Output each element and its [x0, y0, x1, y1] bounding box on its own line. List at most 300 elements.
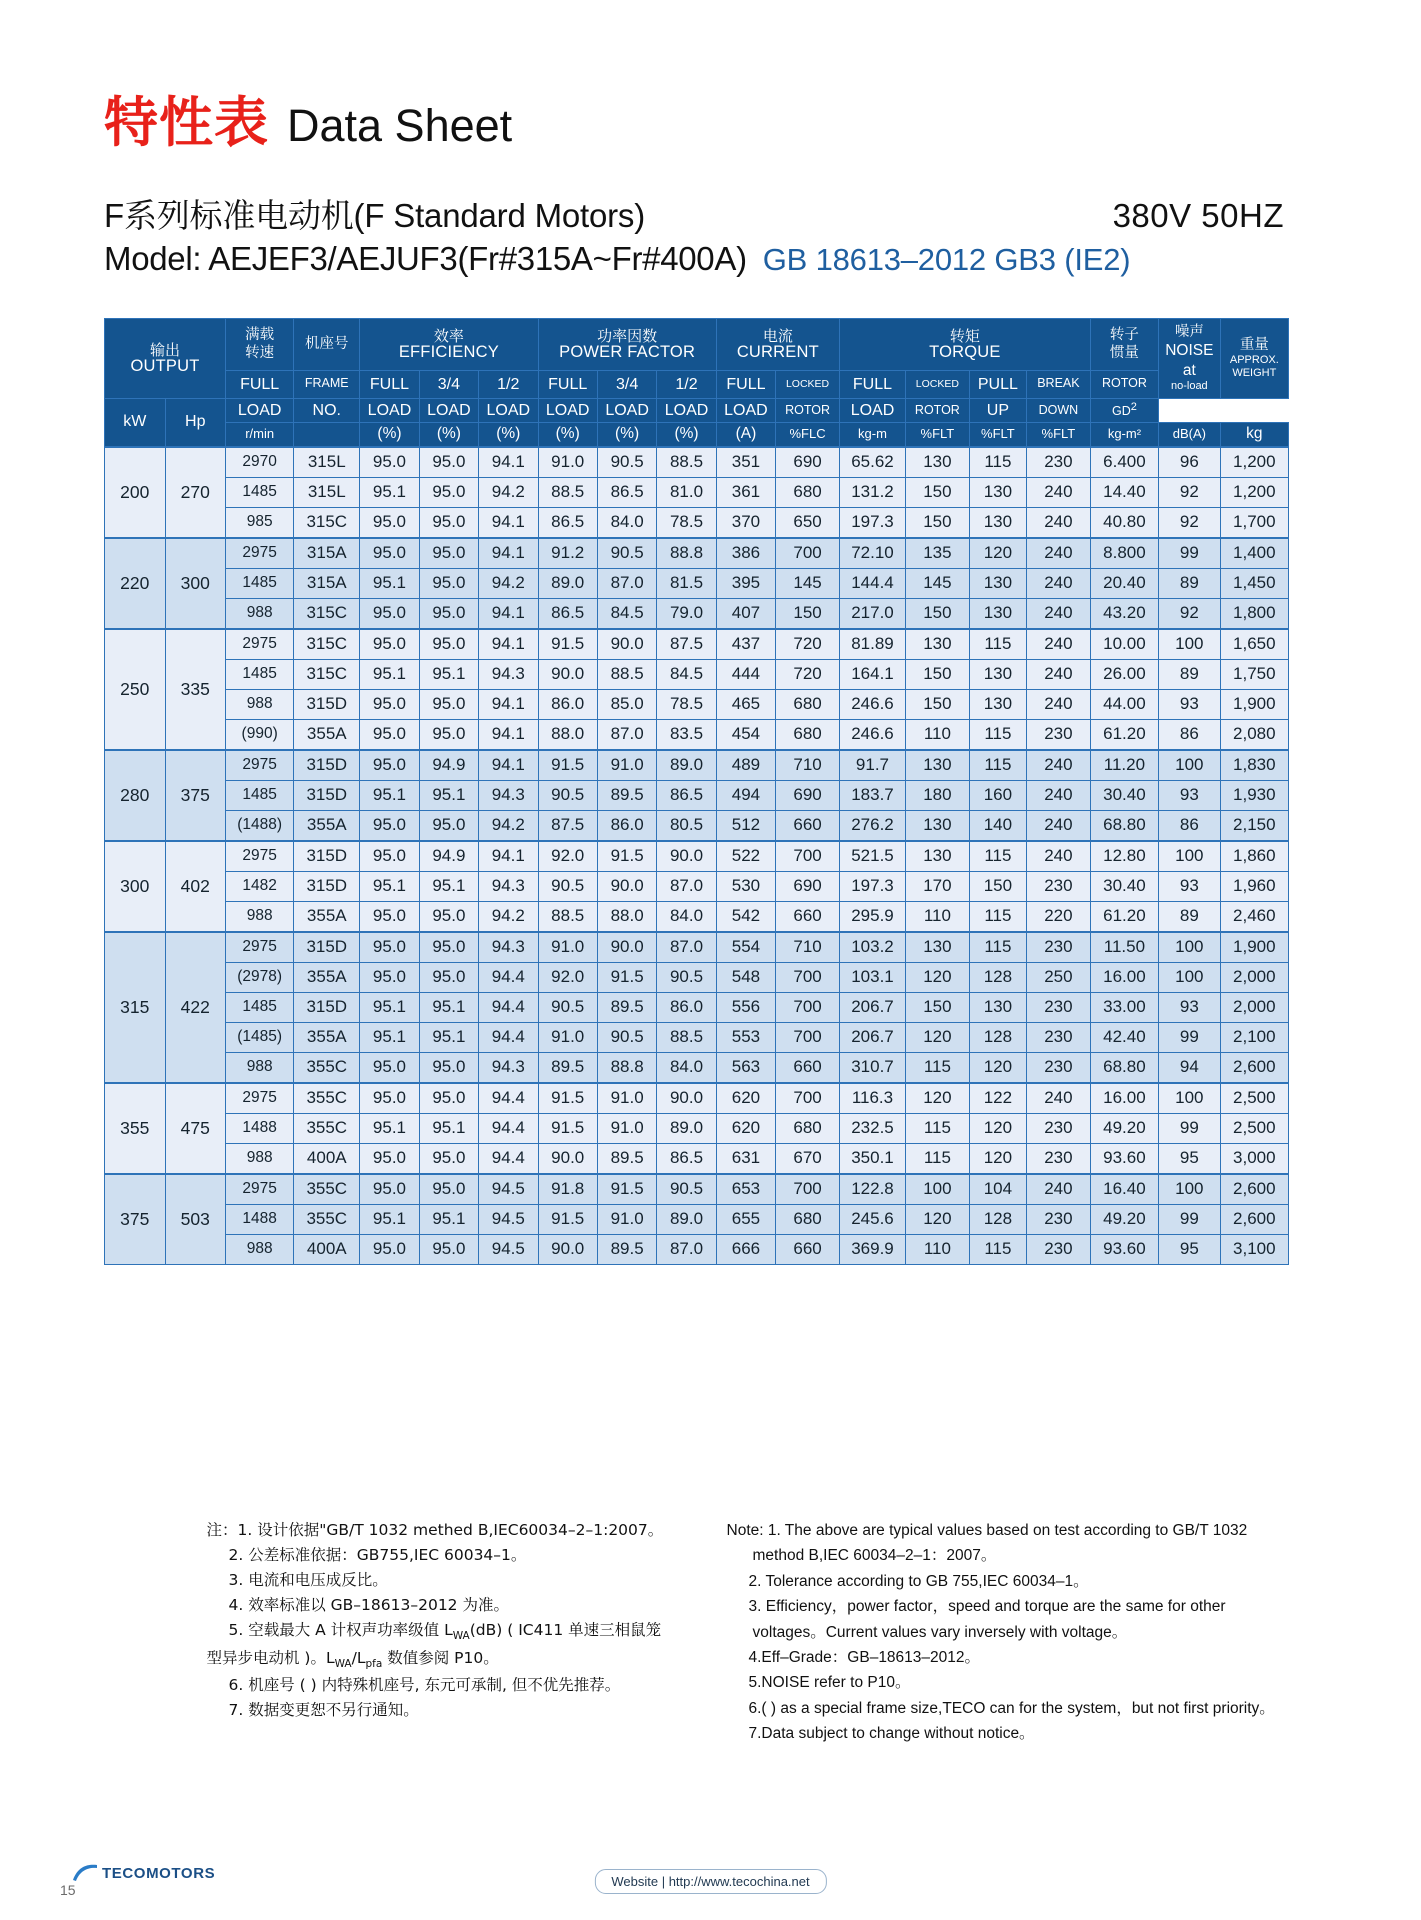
cell-gd2: 68.80	[1090, 1052, 1158, 1083]
cell-pf-full: 91.5	[538, 629, 597, 660]
cell-eff-full: 95.0	[360, 1052, 419, 1083]
cell-trq-locked: 120	[905, 1022, 969, 1052]
cell-cur-full: 437	[716, 629, 775, 660]
unit-torque-flt-2: %FLT	[969, 422, 1026, 446]
cell-eff-34: 95.0	[419, 1174, 478, 1205]
cell-trq-pull: 128	[969, 1204, 1026, 1234]
cell-pf-12: 90.0	[657, 1083, 716, 1114]
cell-cur-locked: 700	[776, 1083, 840, 1114]
header-weight: 重量 APPROX. WEIGHT	[1220, 319, 1288, 399]
cell-pf-12: 88.8	[657, 538, 716, 569]
cell-trq-locked: 150	[905, 598, 969, 629]
cell-trq-pull: 115	[969, 719, 1026, 750]
cell-rpm: 2975	[226, 1083, 294, 1114]
table-row	[105, 1052, 1289, 1083]
cell-eff-34: 95.0	[419, 507, 478, 538]
cell-eff-34: 95.0	[419, 1083, 478, 1114]
cell-weight: 2,500	[1220, 1113, 1288, 1143]
cell-cur-locked: 700	[776, 992, 840, 1022]
cell-noise: 95	[1159, 1143, 1221, 1174]
cell-eff-34: 95.0	[419, 447, 478, 478]
cell-pf-12: 86.5	[657, 780, 716, 810]
notes-english	[727, 1518, 1307, 1747]
title-english: Data Sheet	[287, 100, 513, 151]
cell-frame: 355C	[294, 1052, 360, 1083]
cell-eff-34: 95.0	[419, 568, 478, 598]
cell-trq-break: 230	[1027, 1022, 1091, 1052]
cell-noise: 96	[1159, 447, 1221, 478]
cell-pf-full: 86.0	[538, 689, 597, 719]
cell-noise: 89	[1159, 901, 1221, 932]
cell-rpm: 988	[226, 1234, 294, 1264]
cell-trq-full: 310.7	[839, 1052, 905, 1083]
cell-trq-locked: 120	[905, 1204, 969, 1234]
table-row	[105, 477, 1289, 507]
cell-output-kw: 220	[105, 538, 166, 629]
cell-output-kw: 280	[105, 750, 166, 841]
cell-pf-12: 78.5	[657, 507, 716, 538]
cell-cur-full: 512	[716, 810, 775, 841]
table-row	[105, 507, 1289, 538]
note-cn-8: 7. 数据变更恕不另行通知。	[228, 1700, 419, 1719]
cell-trq-full: 232.5	[839, 1113, 905, 1143]
cell-pf-34: 91.0	[597, 750, 656, 781]
unit-noise-db: dB(A)	[1159, 422, 1221, 446]
cell-eff-34: 95.0	[419, 689, 478, 719]
cell-trq-locked: 150	[905, 477, 969, 507]
cell-pf-12: 89.0	[657, 750, 716, 781]
subheader-cur-load: LOAD	[716, 398, 775, 422]
cell-pf-12: 87.0	[657, 932, 716, 963]
header-power-factor: 功率因数 POWER FACTOR	[538, 319, 716, 371]
cell-trq-full: 217.0	[839, 598, 905, 629]
cell-trq-locked: 130	[905, 932, 969, 963]
cell-noise: 86	[1159, 719, 1221, 750]
header-noise: 噪声 NOISE at no-load	[1159, 319, 1221, 399]
cell-trq-break: 220	[1027, 901, 1091, 932]
table-row	[105, 1234, 1289, 1264]
cell-pf-12: 90.5	[657, 1174, 716, 1205]
subheader-pf-load-3: LOAD	[657, 398, 716, 422]
cell-trq-pull: 130	[969, 477, 1026, 507]
cell-eff-12: 94.1	[479, 689, 538, 719]
cell-frame: 355C	[294, 1204, 360, 1234]
cell-eff-full: 95.0	[360, 932, 419, 963]
note-cn-4: 4. 效率标准以 GB–18613–2012 为准。	[228, 1596, 509, 1615]
note-en-4: 3. Efficiency，power factor，speed and torque are the same for other	[748, 1598, 1226, 1616]
cell-eff-12: 94.5	[479, 1204, 538, 1234]
cell-pf-34: 91.5	[597, 962, 656, 992]
cell-noise: 100	[1159, 629, 1221, 660]
cell-eff-12: 94.4	[479, 1143, 538, 1174]
cell-rpm: 988	[226, 1143, 294, 1174]
cell-gd2: 30.40	[1090, 871, 1158, 901]
unit-eff-3: (%)	[479, 422, 538, 446]
cell-gd2: 26.00	[1090, 659, 1158, 689]
cell-cur-locked: 720	[776, 629, 840, 660]
cell-trq-locked: 130	[905, 447, 969, 478]
cell-pf-12: 84.5	[657, 659, 716, 689]
cell-eff-34: 95.0	[419, 1234, 478, 1264]
cell-weight: 2,100	[1220, 1022, 1288, 1052]
cell-trq-break: 240	[1027, 689, 1091, 719]
cell-eff-12: 94.5	[479, 1234, 538, 1264]
cell-weight: 2,080	[1220, 719, 1288, 750]
cell-cur-full: 407	[716, 598, 775, 629]
cell-trq-break: 240	[1027, 780, 1091, 810]
cell-trq-full: 65.62	[839, 447, 905, 478]
cell-frame: 315D	[294, 780, 360, 810]
cell-weight: 1,960	[1220, 871, 1288, 901]
cell-trq-full: 246.6	[839, 719, 905, 750]
cell-cur-full: 554	[716, 932, 775, 963]
cell-weight: 2,000	[1220, 992, 1288, 1022]
cell-gd2: 6.400	[1090, 447, 1158, 478]
cell-pf-full: 90.5	[538, 992, 597, 1022]
table-row	[105, 750, 1289, 781]
cell-rpm: (1485)	[226, 1022, 294, 1052]
table-row	[105, 1204, 1289, 1234]
cell-eff-full: 95.1	[360, 871, 419, 901]
cell-rpm: 988	[226, 1052, 294, 1083]
cell-trq-pull: 130	[969, 659, 1026, 689]
cell-rpm: 1485	[226, 659, 294, 689]
subtitle-row	[104, 190, 1284, 237]
cell-pf-34: 85.0	[597, 689, 656, 719]
cell-noise: 89	[1159, 659, 1221, 689]
cell-noise: 100	[1159, 841, 1221, 872]
cell-trq-pull: 115	[969, 932, 1026, 963]
note-cn-7: 6. 机座号 ( ) 内特殊机座号, 东元可承制, 但不优先推荐。	[228, 1675, 621, 1694]
cell-eff-34: 95.0	[419, 598, 478, 629]
cell-eff-34: 95.0	[419, 1052, 478, 1083]
table-row	[105, 598, 1289, 629]
cell-eff-34: 95.0	[419, 538, 478, 569]
cell-trq-pull: 115	[969, 1234, 1026, 1264]
header-sub-row-1	[105, 370, 1289, 398]
cell-gd2: 16.40	[1090, 1174, 1158, 1205]
cell-gd2: 10.00	[1090, 629, 1158, 660]
cell-noise: 92	[1159, 507, 1221, 538]
cell-eff-full: 95.0	[360, 447, 419, 478]
table-row	[105, 962, 1289, 992]
cell-noise: 100	[1159, 962, 1221, 992]
cell-cur-locked: 680	[776, 1113, 840, 1143]
notes-chinese	[207, 1518, 727, 1723]
subheader-trq-down: DOWN	[1027, 398, 1091, 422]
cell-eff-full: 95.0	[360, 901, 419, 932]
cell-eff-34: 95.1	[419, 1204, 478, 1234]
cell-trq-full: 183.7	[839, 780, 905, 810]
cell-weight: 1,830	[1220, 750, 1288, 781]
cell-cur-locked: 690	[776, 780, 840, 810]
note-en-6: 4.Eff–Grade：GB–18613–2012。	[748, 1649, 981, 1667]
cell-rpm: 988	[226, 689, 294, 719]
cell-pf-full: 91.2	[538, 538, 597, 569]
cell-eff-full: 95.0	[360, 810, 419, 841]
cell-cur-locked: 650	[776, 507, 840, 538]
cell-eff-full: 95.1	[360, 477, 419, 507]
cell-gd2: 14.40	[1090, 477, 1158, 507]
cell-output-kw: 250	[105, 629, 166, 750]
cell-frame: 315L	[294, 447, 360, 478]
cell-eff-full: 95.0	[360, 689, 419, 719]
cell-eff-34: 95.1	[419, 659, 478, 689]
table-header	[105, 319, 1289, 447]
cell-gd2: 11.20	[1090, 750, 1158, 781]
cell-trq-full: 206.7	[839, 992, 905, 1022]
cell-pf-34: 91.0	[597, 1204, 656, 1234]
cell-weight: 2,500	[1220, 1083, 1288, 1114]
cell-eff-12: 94.5	[479, 1174, 538, 1205]
cell-cur-locked: 670	[776, 1143, 840, 1174]
cell-output-kw: 355	[105, 1083, 166, 1174]
cell-cur-locked: 680	[776, 1204, 840, 1234]
cell-trq-pull: 115	[969, 750, 1026, 781]
cell-eff-34: 95.1	[419, 1022, 478, 1052]
unit-current-amp: (A)	[716, 422, 775, 446]
cell-rpm: 1488	[226, 1204, 294, 1234]
cell-eff-full: 95.0	[360, 538, 419, 569]
cell-pf-12: 88.5	[657, 447, 716, 478]
table-row	[105, 659, 1289, 689]
cell-cur-locked: 690	[776, 447, 840, 478]
cell-weight: 1,930	[1220, 780, 1288, 810]
table-row	[105, 810, 1289, 841]
cell-pf-12: 84.0	[657, 901, 716, 932]
cell-cur-locked: 700	[776, 1022, 840, 1052]
title-chinese: 特性表	[104, 91, 269, 154]
cell-trq-locked: 130	[905, 841, 969, 872]
cell-pf-12: 87.0	[657, 1234, 716, 1264]
cell-pf-full: 87.5	[538, 810, 597, 841]
cell-eff-34: 95.0	[419, 932, 478, 963]
subheader-hp: Hp	[165, 398, 226, 447]
cell-frame: 315D	[294, 750, 360, 781]
cell-trq-break: 230	[1027, 871, 1091, 901]
cell-cur-full: 361	[716, 477, 775, 507]
table-row	[105, 1022, 1289, 1052]
cell-trq-pull: 122	[969, 1083, 1026, 1114]
table-row	[105, 1174, 1289, 1205]
cell-trq-break: 230	[1027, 1113, 1091, 1143]
cell-eff-12: 94.1	[479, 598, 538, 629]
cell-cur-full: 454	[716, 719, 775, 750]
table-row	[105, 629, 1289, 660]
cell-gd2: 33.00	[1090, 992, 1158, 1022]
cell-trq-break: 240	[1027, 538, 1091, 569]
cell-cur-locked: 660	[776, 1234, 840, 1264]
unit-pf-3: (%)	[657, 422, 716, 446]
cell-frame: 315D	[294, 932, 360, 963]
cell-cur-full: 386	[716, 538, 775, 569]
cell-pf-34: 89.5	[597, 1143, 656, 1174]
cell-cur-full: 465	[716, 689, 775, 719]
cell-trq-break: 230	[1027, 1204, 1091, 1234]
cell-trq-full: 164.1	[839, 659, 905, 689]
cell-trq-break: 240	[1027, 568, 1091, 598]
cell-pf-34: 87.0	[597, 568, 656, 598]
cell-frame: 355A	[294, 810, 360, 841]
unit-eff-2: (%)	[419, 422, 478, 446]
cell-rpm: 1482	[226, 871, 294, 901]
cell-trq-locked: 120	[905, 1083, 969, 1114]
cell-noise: 92	[1159, 477, 1221, 507]
unit-torque-kgm: kg-m	[839, 422, 905, 446]
cell-pf-34: 90.0	[597, 932, 656, 963]
cell-pf-12: 87.5	[657, 629, 716, 660]
cell-noise: 100	[1159, 1174, 1221, 1205]
note-cn-6: 型异步电动机 )。$L_{WA}/L_{pfa}$ 数值参阅 P10。	[206, 1648, 499, 1670]
cell-pf-34: 87.0	[597, 719, 656, 750]
cell-pf-12: 80.5	[657, 810, 716, 841]
cell-trq-break: 240	[1027, 507, 1091, 538]
cell-cur-full: 666	[716, 1234, 775, 1264]
cell-rpm: 2970	[226, 447, 294, 478]
page-number: 15	[60, 1882, 76, 1898]
cell-eff-full: 95.1	[360, 1113, 419, 1143]
cell-eff-full: 95.1	[360, 1022, 419, 1052]
table-body	[105, 447, 1289, 1265]
cell-trq-break: 240	[1027, 750, 1091, 781]
table-row	[105, 780, 1289, 810]
series-name: F系列标准电动机(F Standard Motors)	[104, 197, 646, 234]
cell-pf-full: 90.0	[538, 659, 597, 689]
cell-pf-34: 91.5	[597, 841, 656, 872]
cell-output-kw: 300	[105, 841, 166, 932]
cell-gd2: 30.40	[1090, 780, 1158, 810]
cell-cur-full: 489	[716, 750, 775, 781]
cell-trq-locked: 110	[905, 1234, 969, 1264]
cell-eff-12: 94.4	[479, 1083, 538, 1114]
cell-eff-full: 95.0	[360, 962, 419, 992]
subheader-pf-full: FULL	[538, 370, 597, 398]
cell-trq-pull: 120	[969, 1113, 1026, 1143]
cell-output-hp: 422	[165, 932, 226, 1083]
cell-trq-break: 240	[1027, 1083, 1091, 1114]
cell-trq-pull: 115	[969, 447, 1026, 478]
subheader-pf-34: 3/4	[597, 370, 656, 398]
cell-trq-break: 240	[1027, 841, 1091, 872]
header-torque: 转矩 TORQUE	[839, 319, 1090, 371]
cell-trq-pull: 130	[969, 507, 1026, 538]
cell-pf-12: 87.0	[657, 871, 716, 901]
cell-frame: 355A	[294, 962, 360, 992]
cell-pf-34: 91.5	[597, 1174, 656, 1205]
table-row	[105, 568, 1289, 598]
cell-pf-full: 90.5	[538, 871, 597, 901]
cell-pf-34: 90.5	[597, 447, 656, 478]
cell-frame: 315A	[294, 538, 360, 569]
cell-weight: 2,600	[1220, 1174, 1288, 1205]
cell-pf-12: 89.0	[657, 1113, 716, 1143]
cell-rpm: 1485	[226, 780, 294, 810]
table-row	[105, 1113, 1289, 1143]
website-badge[interactable]: Website | http://www.tecochina.net	[594, 1869, 826, 1894]
cell-eff-34: 95.0	[419, 477, 478, 507]
cell-trq-pull: 130	[969, 568, 1026, 598]
cell-weight: 3,100	[1220, 1234, 1288, 1264]
cell-eff-full: 95.0	[360, 1143, 419, 1174]
cell-trq-locked: 150	[905, 659, 969, 689]
note-cn-5: 5. 空载最大 A 计权声功率级值 $L_{WA}(dB)$ ( IC411 单速三相鼠笼	[228, 1621, 662, 1643]
cell-noise: 94	[1159, 1052, 1221, 1083]
cell-pf-12: 83.5	[657, 719, 716, 750]
cell-trq-pull: 130	[969, 689, 1026, 719]
model-label: Model: AEJEF3/AEJUF3(Fr#315A~Fr#400A)	[104, 240, 747, 277]
cell-eff-34: 94.9	[419, 750, 478, 781]
cell-gd2: 40.80	[1090, 507, 1158, 538]
cell-pf-34: 86.0	[597, 810, 656, 841]
cell-noise: 99	[1159, 1204, 1221, 1234]
header-group-row	[105, 319, 1289, 371]
cell-cur-full: 494	[716, 780, 775, 810]
cell-pf-full: 91.8	[538, 1174, 597, 1205]
cell-pf-full: 89.5	[538, 1052, 597, 1083]
subheader-trq-break: BREAK	[1027, 370, 1091, 398]
cell-cur-locked: 700	[776, 962, 840, 992]
subheader-pf-12: 1/2	[657, 370, 716, 398]
cell-eff-12: 94.4	[479, 1022, 538, 1052]
data-table-wrapper	[104, 318, 1289, 1265]
cell-pf-34: 88.8	[597, 1052, 656, 1083]
cell-trq-locked: 130	[905, 750, 969, 781]
cell-frame: 315D	[294, 841, 360, 872]
cell-trq-full: 295.9	[839, 901, 905, 932]
cell-noise: 93	[1159, 689, 1221, 719]
cell-trq-pull: 120	[969, 538, 1026, 569]
cell-eff-34: 95.1	[419, 1113, 478, 1143]
cell-gd2: 44.00	[1090, 689, 1158, 719]
cell-output-hp: 475	[165, 1083, 226, 1174]
cell-gd2: 8.800	[1090, 538, 1158, 569]
cell-frame: 355C	[294, 1174, 360, 1205]
cell-pf-full: 90.0	[538, 1234, 597, 1264]
cell-eff-12: 94.2	[479, 901, 538, 932]
cell-rpm: 2975	[226, 750, 294, 781]
cell-trq-full: 72.10	[839, 538, 905, 569]
cell-pf-full: 91.5	[538, 1204, 597, 1234]
cell-weight: 1,800	[1220, 598, 1288, 629]
cell-pf-full: 92.0	[538, 962, 597, 992]
cell-eff-12: 94.1	[479, 841, 538, 872]
cell-trq-full: 276.2	[839, 810, 905, 841]
cell-rpm: 1485	[226, 477, 294, 507]
cell-pf-12: 88.5	[657, 1022, 716, 1052]
unit-current-flc: %FLC	[776, 422, 840, 446]
cell-trq-locked: 150	[905, 689, 969, 719]
cell-eff-34: 95.0	[419, 1143, 478, 1174]
cell-weight: 1,900	[1220, 932, 1288, 963]
cell-eff-12: 94.1	[479, 750, 538, 781]
cell-pf-full: 89.0	[538, 568, 597, 598]
table-row	[105, 689, 1289, 719]
cell-gd2: 16.00	[1090, 1083, 1158, 1114]
cell-pf-12: 81.0	[657, 477, 716, 507]
brand-logo	[72, 1862, 215, 1882]
subheader-speed-load: LOAD	[226, 398, 294, 422]
unit-gd2: kg-m²	[1090, 422, 1158, 446]
cell-frame: 355A	[294, 901, 360, 932]
cell-pf-12: 90.0	[657, 841, 716, 872]
cell-trq-full: 131.2	[839, 477, 905, 507]
cell-eff-34: 95.0	[419, 901, 478, 932]
cell-trq-pull: 140	[969, 810, 1026, 841]
cell-weight: 1,200	[1220, 447, 1288, 478]
cell-frame: 315A	[294, 568, 360, 598]
cell-weight: 2,600	[1220, 1052, 1288, 1083]
cell-output-hp: 375	[165, 750, 226, 841]
